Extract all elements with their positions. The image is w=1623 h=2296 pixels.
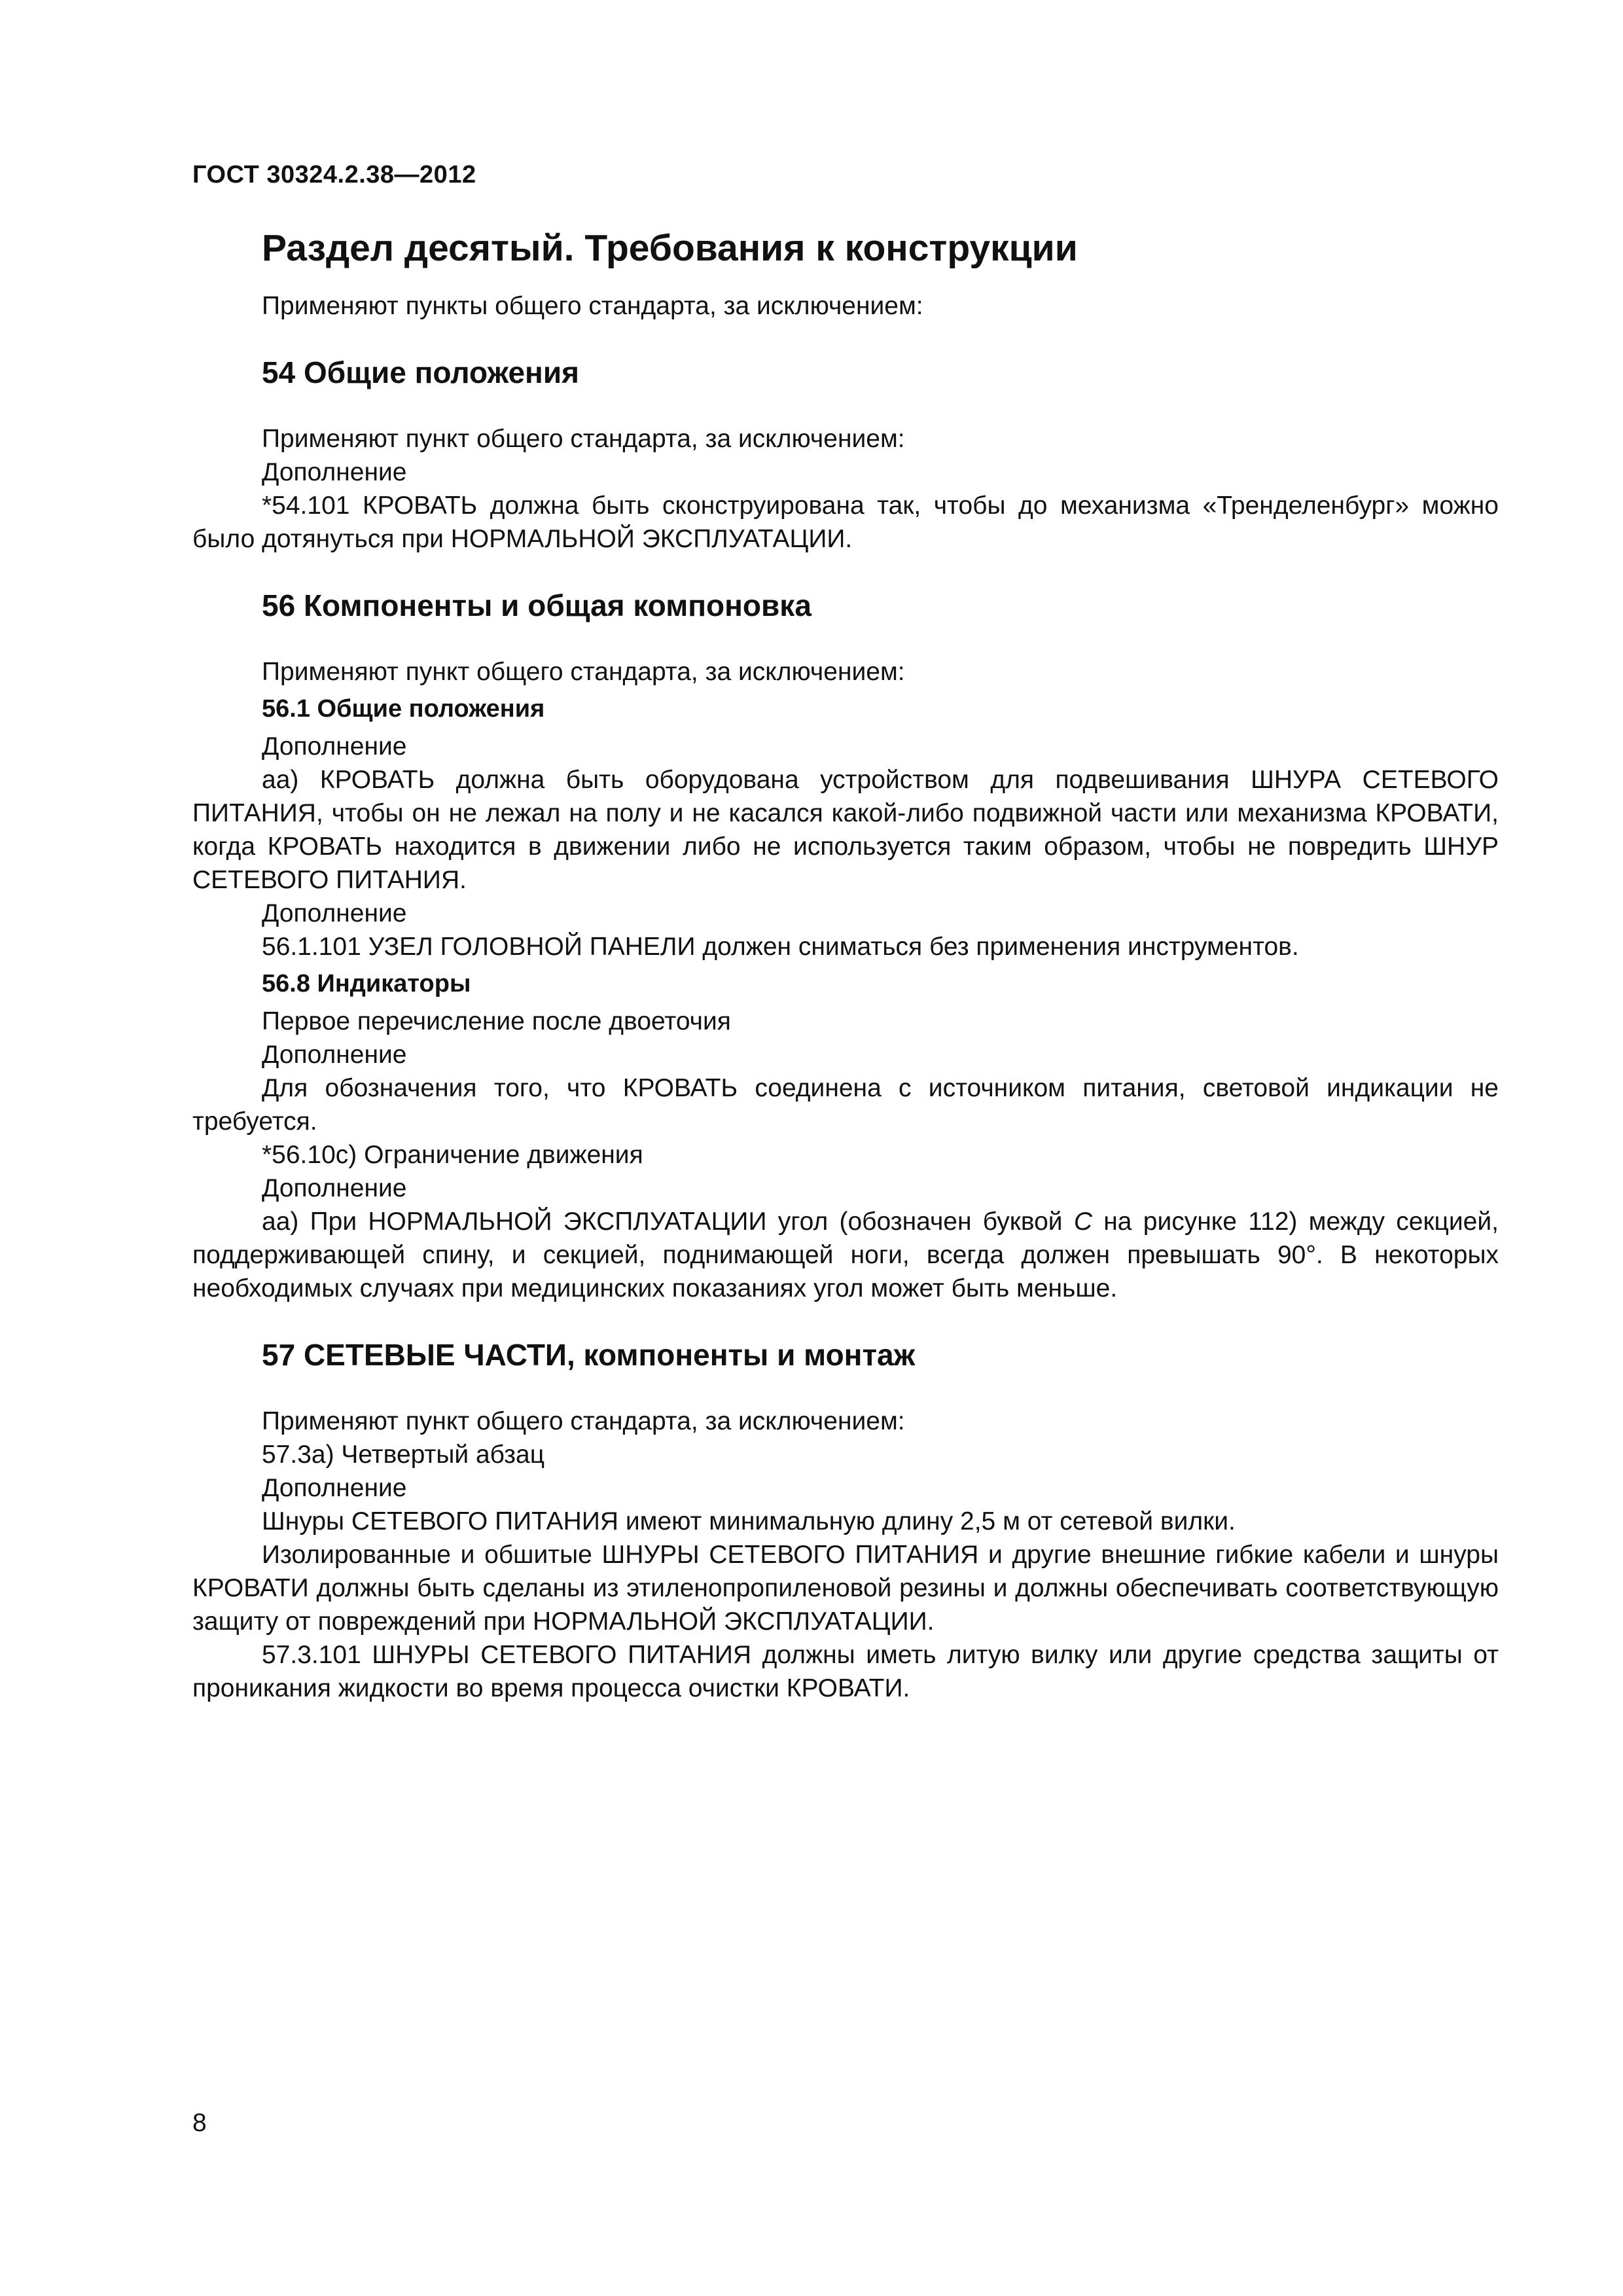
paragraph: 56.1.101 УЗЕЛ ГОЛОВНОЙ ПАНЕЛИ должен сниматься без применения инструментов. [262,933,1299,961]
paragraph: аа) КРОВАТЬ должна быть оборудована устройством для подвешивания ШНУРА СЕТЕВОГО ПИТАНИЯ, чтобы он не лежал на полу и не касался какой-либо подвижной части или механизма КРОВАТИ, когда КРОВАТЬ находится в движении либо не используется таким образом, чтобы не повредить ШНУР СЕТЕВОГО ПИТАНИЯ. [192,766,1499,894]
paragraph: 57.3а) Четвертый абзац [262,1441,545,1469]
paragraph: Применяют пункт общего стандарта, за исключением: [262,658,905,686]
subheading-56-8: 56.8 Индикаторы [262,970,471,997]
paragraph: Для обозначения того, что КРОВАТЬ соединена с источником питания, световой индикации не требуется. [192,1074,1499,1136]
paragraph [192,1205,1499,1305]
page-number: 8 [192,2109,207,2137]
paragraph: Применяют пункт общего стандарта, за исключением: [262,425,905,453]
document-header: ГОСТ 30324.2.38—2012 [192,161,476,188]
page-body [192,225,1499,1705]
paragraph: Применяют пункт общего стандарта, за исключением: [262,1407,905,1435]
angle-letter: C [1073,1208,1093,1236]
paragraph: *54.101 КРОВАТЬ должна быть сконструирована так, чтобы до механизма «Тренделенбург» можно было дотянуться при НОРМАЛЬНОЙ ЭКСПЛУАТАЦИИ. [192,492,1499,553]
paragraph: Дополнение [262,458,407,486]
paragraph: Дополнение [262,899,407,927]
paragraph-text: на рисунке 112) между секцией, поддерживающей спину, и секцией, поднимающей ноги, всегда должен превышать 90°. В некоторых необходимых случаях при медицинских показаниях угол может быть меньше. [192,1208,1499,1302]
paragraph: Шнуры СЕТЕВОГО ПИТАНИЯ имеют минимальную длину 2,5 м от сетевой вилки. [262,1507,1236,1535]
paragraph: Дополнение [262,1174,407,1202]
heading-57: 57 СЕТЕВЫЕ ЧАСТИ, компоненты и монтаж [262,1338,916,1372]
paragraph: *56.10c) Ограничение движения [262,1141,643,1169]
paragraph: Изолированные и обшитые ШНУРЫ СЕТЕВОГО ПИТАНИЯ и другие внешние гибкие кабели и шнуры КРОВАТИ должны быть сделаны из этиленопропиленовой резины и должны обеспечивать соответствующую защиту от повреждений при НОРМАЛЬНОЙ ЭКСПЛУАТАЦИИ. [192,1541,1499,1636]
heading-54: 54 Общие положения [262,355,579,389]
paragraph: Первое перечисление после двоеточия [262,1007,731,1035]
section-intro: Применяют пункты общего стандарта, за исключением: [262,292,923,320]
section-title: Раздел десятый. Требования к конструкции [262,227,1078,269]
subheading-56-1: 56.1 Общие положения [262,695,545,723]
paragraph: Дополнение [262,1041,407,1069]
paragraph-text: аа) При НОРМАЛЬНОЙ ЭКСПЛУАТАЦИИ угол (обозначен буквой [262,1208,1074,1236]
paragraph: 57.3.101 ШНУРЫ СЕТЕВОГО ПИТАНИЯ должны иметь литую вилку или другие средства защиты от проникания жидкости во время процесса очистки КРОВАТИ. [192,1641,1499,1702]
paragraph: Дополнение [262,732,407,761]
paragraph: Дополнение [262,1474,407,1502]
heading-56: 56 Компоненты и общая компоновка [262,588,812,622]
